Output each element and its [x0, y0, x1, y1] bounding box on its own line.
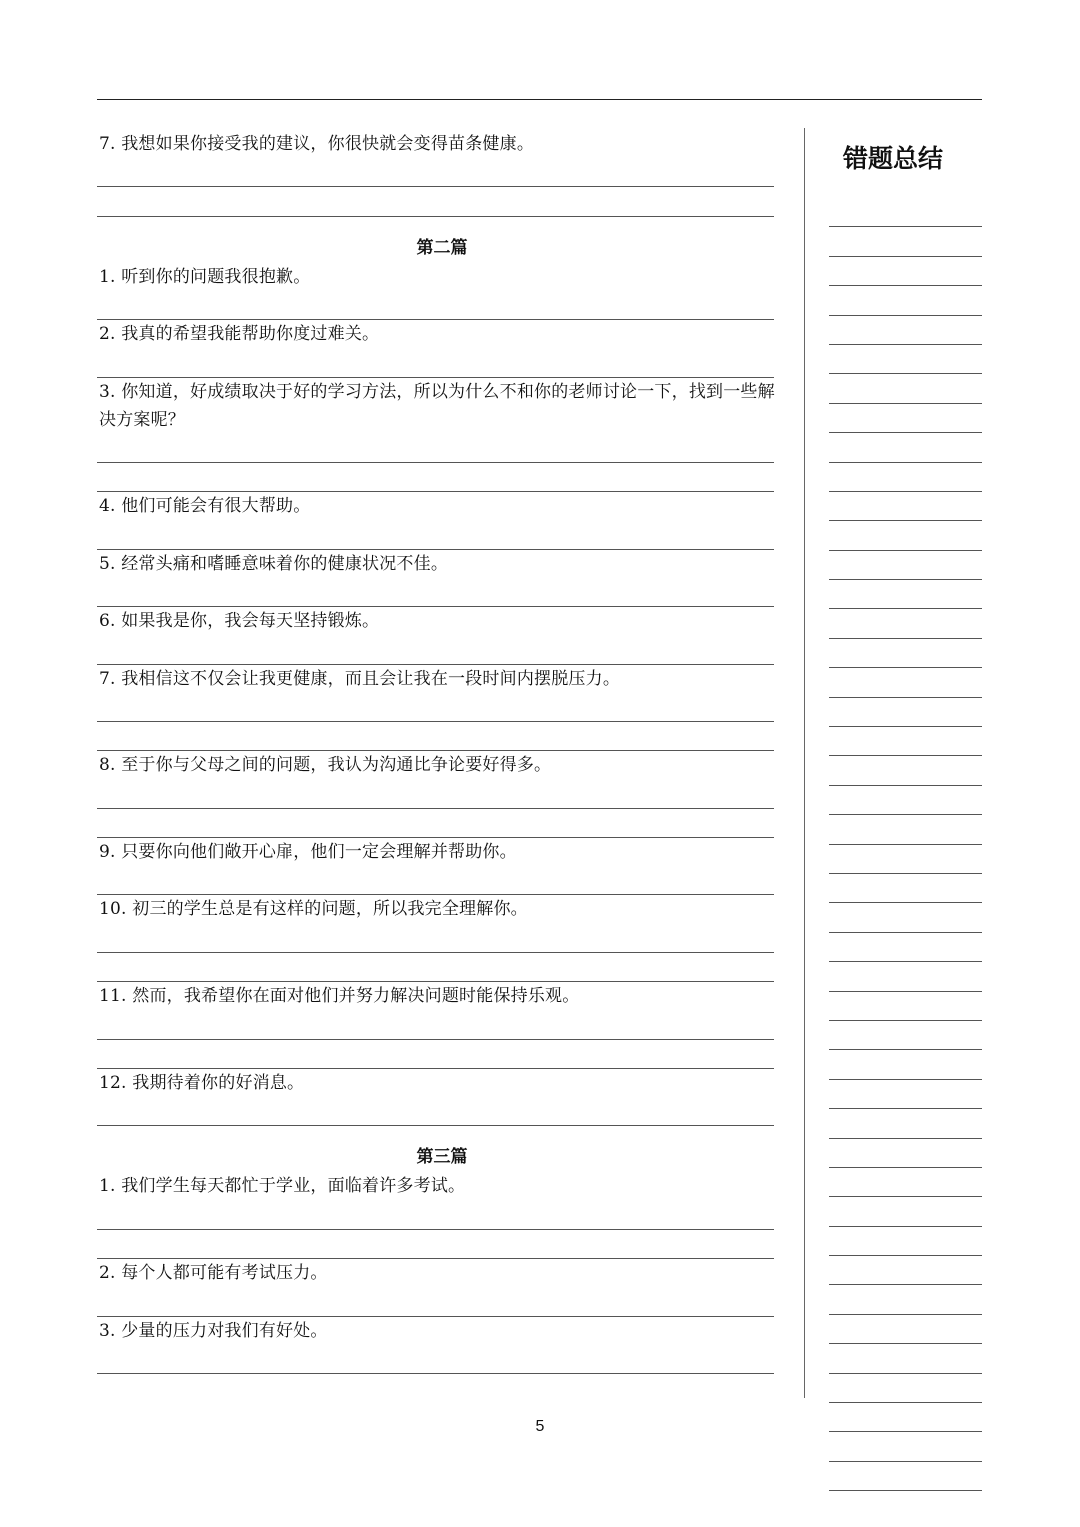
mistake-summary-column [829, 138, 982, 1491]
summary-line[interactable] [829, 815, 982, 844]
summary-line[interactable] [829, 933, 982, 962]
answer-line[interactable] [97, 434, 774, 463]
section-gap [97, 1126, 787, 1136]
answer-line[interactable] [97, 953, 774, 982]
exercise-column [97, 130, 787, 1374]
summary-line[interactable] [829, 1374, 982, 1403]
answer-line[interactable] [97, 463, 774, 492]
summary-line[interactable] [829, 227, 982, 256]
exercise-prompt: 3. 你知道，好成绩取决于好的学习方法，所以为什么不和你的老师讨论一下，找到一些解决方案呢？ [99, 381, 775, 430]
summary-line[interactable] [829, 463, 982, 492]
answer-line[interactable] [97, 722, 774, 751]
exercise-item [97, 263, 787, 320]
answer-line[interactable] [97, 809, 774, 838]
exercise-item [97, 378, 787, 493]
answer-line[interactable] [97, 578, 774, 607]
exercise-item [97, 492, 787, 549]
exercise-prompt: 7. 我想如果你接受我的建议，你很快就会变得苗条健康。 [99, 134, 535, 154]
exercise-item [97, 895, 787, 982]
summary-line[interactable] [829, 580, 982, 609]
summary-line[interactable] [829, 698, 982, 727]
summary-line[interactable] [829, 551, 982, 580]
summary-line[interactable] [829, 639, 982, 668]
summary-line[interactable] [829, 1227, 982, 1256]
exercise-item [97, 1259, 787, 1316]
answer-line[interactable] [97, 520, 774, 549]
summary-line[interactable] [829, 286, 982, 315]
summary-line[interactable] [829, 1432, 982, 1461]
section [97, 130, 787, 227]
exercise-prompt: 2. 每个人都可能有考试压力。 [99, 1263, 328, 1284]
exercise-prompt: 1. 我们学生每天都忙于学业，面临着许多考试。 [99, 1176, 466, 1197]
exercise-item [97, 130, 787, 217]
section-gap [97, 217, 787, 227]
exercise-prompt: 1. 听到你的问题我很抱歉。 [99, 266, 311, 287]
answer-line[interactable] [97, 693, 774, 722]
answer-line[interactable] [97, 1040, 774, 1069]
answer-line[interactable] [97, 187, 774, 216]
exercise-item [97, 838, 787, 895]
answer-line[interactable] [97, 923, 774, 952]
exercise-item [97, 751, 787, 838]
summary-line[interactable] [829, 521, 982, 550]
summary-line[interactable] [829, 1285, 982, 1314]
exercise-prompt: 5. 经常头痛和嗜睡意味着你的健康状况不佳。 [99, 553, 449, 574]
summary-line[interactable] [829, 786, 982, 815]
exercise-item [97, 320, 787, 377]
answer-line[interactable] [97, 291, 774, 320]
exercise-item [97, 982, 787, 1069]
summary-line[interactable] [829, 404, 982, 433]
section-title: 第二篇 [416, 237, 468, 258]
exercise-prompt: 2. 我真的希望我能帮助你度过难关。 [99, 324, 380, 345]
summary-line[interactable] [829, 1139, 982, 1168]
exercise-item [97, 1317, 787, 1374]
summary-line[interactable] [829, 1462, 982, 1491]
answer-line[interactable] [97, 1200, 774, 1229]
exercise-item [97, 550, 787, 607]
summary-line[interactable] [829, 962, 982, 991]
answer-line[interactable] [97, 866, 774, 895]
mistake-summary-title: 错题总结 [843, 144, 944, 173]
section-title: 第三篇 [416, 1147, 468, 1168]
exercise-prompt: 11. 然而，我希望你在面对他们并努力解决问题时能保持乐观。 [99, 986, 580, 1007]
summary-line[interactable] [829, 1256, 982, 1285]
answer-line[interactable] [97, 1345, 774, 1374]
exercise-item [97, 607, 787, 664]
answer-line[interactable] [97, 158, 774, 187]
summary-line[interactable] [829, 1050, 982, 1079]
summary-line[interactable] [829, 1168, 982, 1197]
exercise-prompt: 10. 初三的学生总是有这样的问题，所以我完全理解你。 [99, 899, 528, 920]
answer-line[interactable] [97, 1287, 774, 1316]
exercise-prompt: 9. 只要你向他们敞开心扉，他们一定会理解并帮助你。 [99, 842, 517, 863]
summary-line[interactable] [829, 992, 982, 1021]
section [97, 233, 787, 1137]
summary-line[interactable] [829, 903, 982, 932]
summary-line[interactable] [829, 727, 982, 756]
column-divider [804, 128, 805, 1398]
summary-line[interactable] [829, 1021, 982, 1050]
summary-line[interactable] [829, 1109, 982, 1138]
exercise-item [97, 1069, 787, 1126]
summary-line[interactable] [829, 845, 982, 874]
section [97, 1142, 787, 1374]
summary-line[interactable] [829, 756, 982, 785]
exercise-item [97, 665, 787, 752]
answer-line[interactable] [97, 779, 774, 808]
exercise-prompt: 7. 我相信这不仅会让我更健康，而且会让我在一段时间内摆脱压力。 [99, 668, 621, 689]
summary-line[interactable] [829, 198, 982, 227]
exercise-prompt: 4. 他们可能会有很大帮助。 [99, 496, 311, 517]
summary-line[interactable] [829, 874, 982, 903]
summary-line[interactable] [829, 316, 982, 345]
answer-line[interactable] [97, 348, 774, 377]
summary-line[interactable] [829, 1344, 982, 1373]
answer-line[interactable] [97, 1010, 774, 1039]
top-rule [97, 99, 982, 100]
answer-line[interactable] [97, 1097, 774, 1126]
exercise-prompt: 8. 至于你与父母之间的问题，我认为沟通比争论要好得多。 [99, 755, 552, 776]
summary-line[interactable] [829, 257, 982, 286]
summary-line[interactable] [829, 1197, 982, 1226]
exercise-prompt: 3. 少量的压力对我们有好处。 [99, 1320, 328, 1341]
summary-line[interactable] [829, 609, 982, 638]
summary-line[interactable] [829, 345, 982, 374]
summary-line[interactable] [829, 374, 982, 403]
summary-line[interactable] [829, 433, 982, 462]
exercise-item [97, 1172, 787, 1259]
exercise-prompt: 6. 如果我是你，我会每天坚持锻炼。 [99, 611, 380, 632]
page-number: 5 [535, 1418, 545, 1435]
summary-line[interactable] [829, 668, 982, 697]
summary-line[interactable] [829, 492, 982, 521]
exercise-prompt: 12. 我期待着你的好消息。 [99, 1073, 305, 1094]
summary-line[interactable] [829, 1080, 982, 1109]
answer-line[interactable] [97, 635, 774, 664]
answer-line[interactable] [97, 1230, 774, 1259]
summary-line[interactable] [829, 1315, 982, 1344]
